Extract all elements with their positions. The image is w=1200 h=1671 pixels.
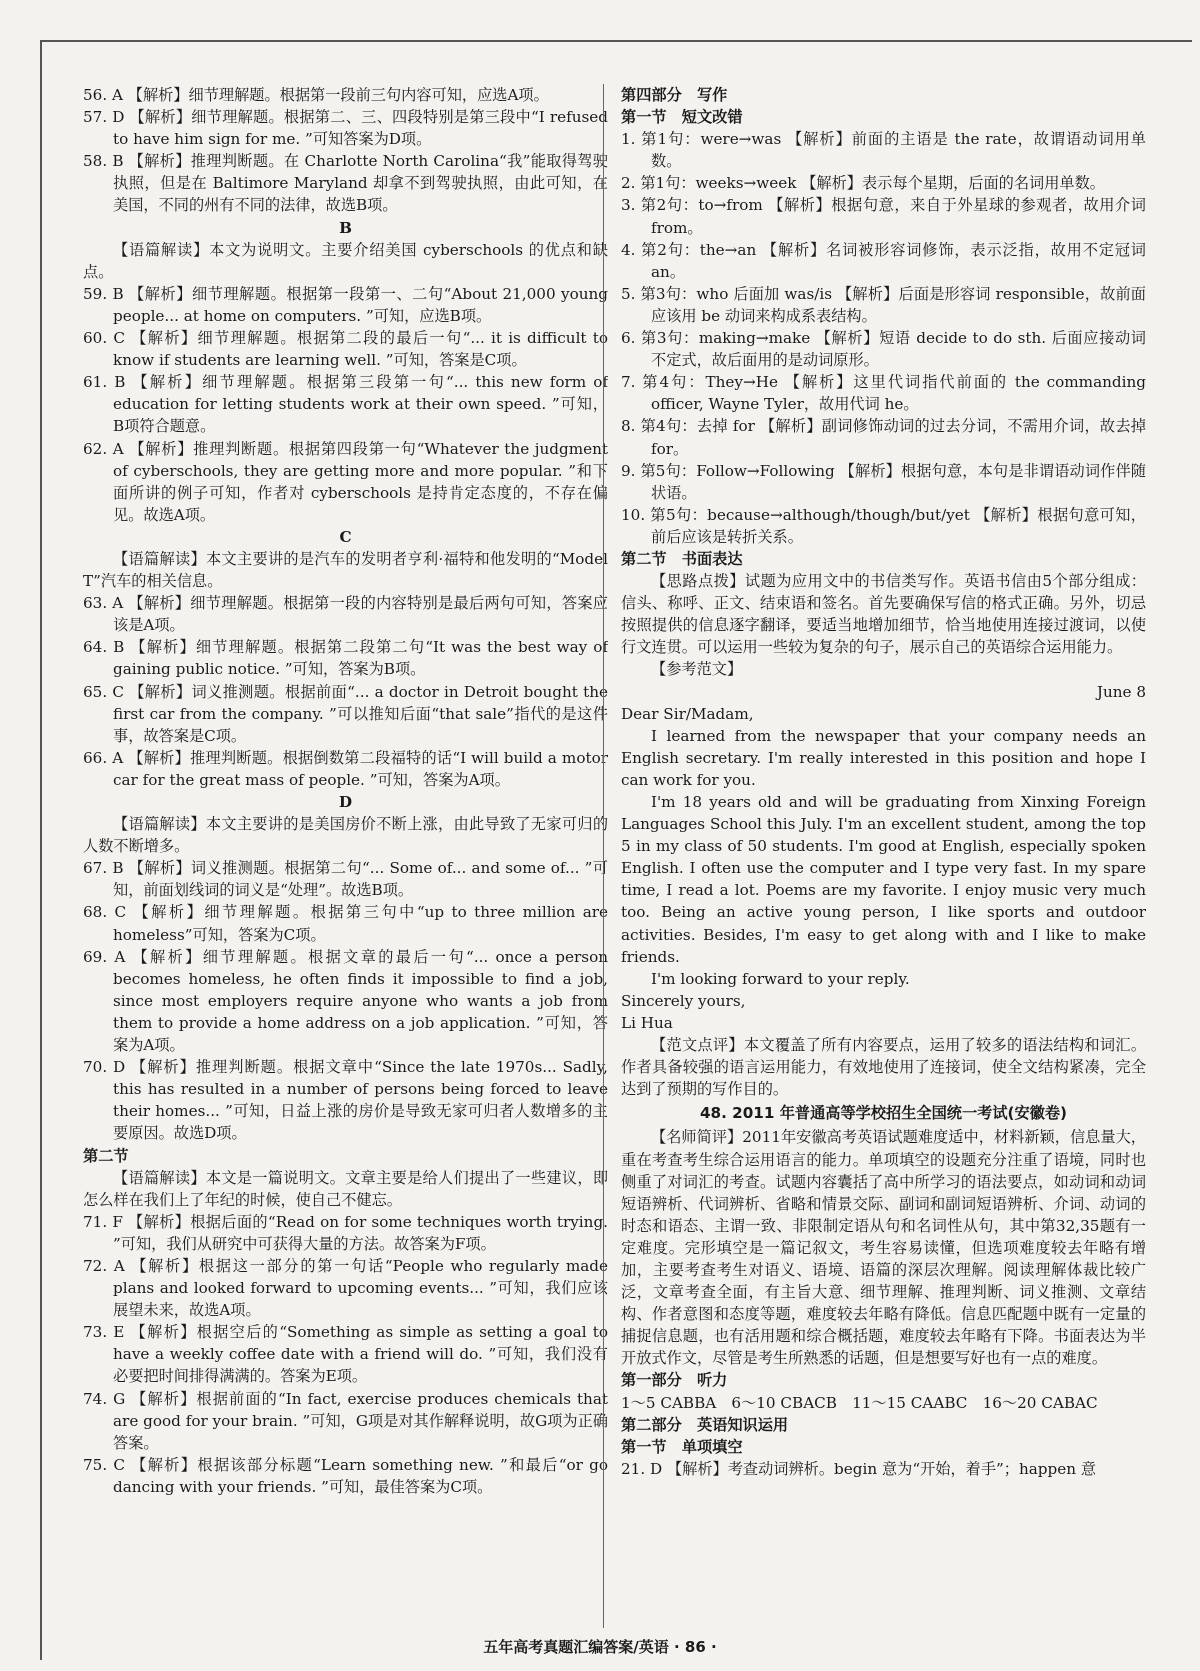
answer-item: 69. A 【解析】细节理解题。根据文章的最后一句“... once a person becomes homeless, he often finds it impossible to find a job, since most employers require anyone who wants a job from them to provide a home address on a job application. ”可知，答案为A项。 [83, 947, 608, 1055]
answer-item: 72. A 【解析】根据这一部分的第一句话“People who regularly made plans and looked forward to upcoming events... ”可知，我们应该展望未来，故选A项。 [83, 1256, 608, 1320]
section-heading: 第四部分 写作 [621, 86, 728, 104]
answer-item: 73. E 【解析】根据空后的“Something as simple as setting a goal to have a weekly coffee date with a friend will do. ”可知，我们没有必要把时间排得满满的。答案为E项。 [83, 1323, 608, 1386]
section-heading: 第一部分 听力 [621, 1371, 728, 1390]
text-line: Dear Sir/Madam, [621, 704, 754, 723]
answer-item: 74. G 【解析】根据前面的“In fact, exercise produces chemicals that are good for your brain. ”可知，G项是对其作解释说明，故G项为正确答案。 [83, 1389, 608, 1452]
text-line: 1～5 CABBA 6～10 CBACB 11～15 CAABC 16～20 CABAC [621, 1393, 1098, 1412]
answer-item: 6. 第3句：making→make 【解析】短语 decide to do sth. 后面应接动词不定式，故后面用的是动词原形。 [621, 329, 1146, 370]
section-heading: 第一节 短文改错 [621, 108, 743, 127]
answer-item: 21. D 【解析】考查动词辨析。begin 意为“开始，着手”；happen 意 [621, 1459, 1097, 1478]
paragraph: I'm looking forward to your reply. [651, 969, 910, 988]
answer-item: 10. 第5句：because→although/though/but/yet 【解析】根据句意可知，前后应该是转折关系。 [621, 505, 1146, 546]
text-line: Li Hua [621, 1013, 673, 1032]
answer-item: 60. C 【解析】细节理解题。根据第二段的最后一句“... it is difficult to know if students are learning well. ”可知，答案是C项。 [83, 329, 608, 370]
paragraph: 【名师简评】2011年安徽高考英语试题难度适中，材料新颖，信息量大，重在考查考生综合运用语言的能力。单项填空的设题充分注重了语境，同时也侧重了对词汇的考查。试题内容囊括了高中所学习的语法要点，如动词和动词短语辨析、代词辨析、省略和情景交际、副词和副词短语辨析、介词、动词的时态和语态、主谓一致、非限制定语从句和名词性从句，其中第32,35题有一定难度。完形填空是一篇记叙文，考生容易读懂，但选项难度较去年略有增加，主要考查考生对语义、语境、语篇的深层次理解。阅读理解体裁比较广泛，文章考查全面，有主旨大意、细节理解、推理判断、词义推测、文章结构、作者意图和态度等题，难度较去年略有降低。信息匹配题中既有一定量的捕捉信息题，也有活用题和综合概括题，难度较去年略有下降。书面表达为半开放式作文，尽管是考生所熟悉的话题，但是想要写好也有一点的难度。 [621, 1128, 1146, 1368]
paragraph: 【语篇解读】本文为说明文。主要介绍美国 cyberschools 的优点和缺点。 [83, 240, 608, 281]
text-line: Sincerely yours, [621, 991, 746, 1010]
section-heading: 第二节 书面表达 [621, 549, 743, 568]
passage-label: C [339, 527, 352, 546]
answer-item: 5. 第3句：who 后面加 was/is 【解析】后面是形容词 responsible，故前面应该用 be 动词来构成系表结构。 [621, 284, 1146, 325]
column-divider [603, 84, 604, 1628]
paragraph: 【语篇解读】本文主要讲的是美国房价不断上涨，由此导致了无家可归的人数不断增多。 [83, 815, 608, 856]
passage-label: B [339, 218, 352, 237]
answer-item: 70. D 【解析】推理判断题。根据文章中“Since the late 1970s... Sadly, this has resulted in a number of persons being forced to leave their homes... ”可知，日益上涨的房价是导致无家可归者人数增多的主要原因。故选D项。 [83, 1058, 608, 1143]
section-heading: 第二节 [83, 1146, 129, 1165]
answer-item: 62. A 【解析】推理判断题。根据第四段第一句“Whatever the judgment of cyberschools, they are getting more and more popular. ”和下面所讲的例子可知，作者对 cyberschools 是持肯定态度的，不存在偏见。故选A项。 [83, 439, 608, 524]
answer-item: 8. 第4句：去掉 for 【解析】副词修饰动词的过去分词，不需用介词，故去掉 for。 [621, 417, 1146, 458]
paragraph: I learned from the newspaper that your company needs an English secretary. I'm really interested in this position and hope I can work for you. [621, 726, 1146, 789]
paragraph: 【思路点拨】试题为应用文中的书信类写作。英语书信由5个部分组成：信头、称呼、正文、结束语和签名。首先要确保写信的格式正确。另外，切忌按照提供的信息逐字翻译，要适当地增加细节，恰当地使用连接过渡词，以使行文连贯。可以运用一些较为复杂的句子，展示自己的英语综合运用能力。 [621, 572, 1146, 657]
answer-item: 63. A 【解析】细节理解题。根据第一段的内容特别是最后两句可知，答案应该是A项。 [83, 594, 608, 635]
frame-top-border [40, 40, 1192, 42]
answer-item: 75. C 【解析】根据该部分标题“Learn something new. ”和最后“or go dancing with your friends. ”可知，最佳答案为C项。 [83, 1455, 608, 1496]
letter-date: June 8 [1096, 682, 1146, 701]
answer-item: 66. A 【解析】推理判断题。根据倒数第二段福特的话“I will build a motor car for the great mass of people. ”可知，答案为A项。 [83, 748, 608, 789]
paragraph: 【语篇解读】本文主要讲的是汽车的发明者亨利·福特和他发明的“Model T”汽车的相关信息。 [83, 549, 608, 591]
paragraph: 【范文点评】本文覆盖了所有内容要点，运用了较多的语法结构和词汇。作者具备较强的语言运用能力，有效地使用了连接词，使全文结构紧凑，完全达到了预期的写作目的。 [621, 1036, 1146, 1099]
sub-heading: 【参考范文】 [651, 660, 743, 679]
answer-item: 57. D 【解析】细节理解题。根据第二、三、四段特别是第三段中“I refused to have him sign for me. ”可知答案为D项。 [83, 108, 608, 149]
answer-item: 9. 第5句：Follow→Following 【解析】根据句意，本句是非谓语动词作伴随状语。 [621, 461, 1146, 502]
answer-item: 7. 第4句：They→He 【解析】这里代词指代前面的 the commanding officer, Wayne Tyler，故用代词 he。 [621, 373, 1146, 414]
answer-item: 2. 第1句：weeks→week 【解析】表示每个星期，后面的名词用单数。 [621, 174, 1105, 193]
answer-item: 4. 第2句：the→an 【解析】名词被形容词修饰，表示泛指，故用不定冠词 an。 [621, 240, 1146, 281]
answer-item: 56. A 【解析】细节理解题。根据第一段前三句内容可知，应选A项。 [83, 86, 549, 104]
answer-item: 3. 第2句：to→from 【解析】根据句意，来自于外星球的参观者，故用介词 from。 [621, 196, 1146, 237]
paragraph: I'm 18 years old and will be graduating from Xinxing Foreign Languages School this July. I'm an excellent student, among the top 5 in my class of 50 students. I'm good at English, especially spoken English. I often use the computer and I type very fast. In my spare time, I read a lot. Poems are my favorite. I enjoy music very much too. Being an active young person, I like sports and outdoor activities. Besides, I'm easy to get along with and I like to make friends. [621, 793, 1146, 966]
answer-item: 67. B 【解析】词义推测题。根据第二句“... Some of... and some of... ”可知，前面划线词的词义是“处理”。故选B项。 [83, 859, 608, 900]
answer-item: 65. C 【解析】词义推测题。根据前面“... a doctor in Detroit bought the first car from the company. ”可以推知后面“that sale”指代的是这件事，故答案是C项。 [83, 682, 608, 745]
paragraph: 【语篇解读】本文是一篇说明文。文章主要是给人们提出了一些建议，即怎么样在我们上了年纪的时候，使自己不健忘。 [83, 1168, 608, 1209]
exam-title: 48. 2011 年普通高等学校招生全国统一考试(安徽卷) [699, 1104, 1067, 1123]
frame-left-border [40, 40, 42, 1660]
answer-item: 68. C 【解析】细节理解题。根据第三句中“up to three million are homeless”可知，答案为C项。 [83, 903, 608, 944]
left-column [83, 84, 608, 1630]
passage-label: D [338, 793, 353, 811]
section-heading: 第一节 单项填空 [621, 1437, 743, 1456]
answer-item: 1. 第1句：were→was 【解析】前面的主语是 the rate，故谓语动词用单数。 [621, 130, 1146, 171]
answer-item: 64. B 【解析】细节理解题。根据第二段第二句“It was the best way of gaining public notice. ”可知，答案为B项。 [83, 638, 608, 679]
answer-item: 58. B 【解析】推理判断题。在 Charlotte North Carolina“我”能取得驾驶执照，但是在 Baltimore Maryland 却拿不到驾驶执照，由此可知，在美国，不同的州有不同的法律，故选B项。 [83, 152, 608, 215]
answer-item: 59. B 【解析】细节理解题。根据第一段第一、二句“About 21,000 young people... at home on computers. ”可知，应选B项。 [83, 284, 608, 325]
section-heading: 第二部分 英语知识运用 [621, 1415, 789, 1434]
answer-item: 61. B 【解析】细节理解题。根据第三段第一句“... this new form of education for letting students work at their own speed. ”可知，B项符合题意。 [83, 373, 608, 436]
right-column [621, 84, 1146, 1630]
answer-item: 71. F 【解析】根据后面的“Read on for some techniques worth trying. ”可知，我们从研究中可获得大量的方法。故答案为F项。 [83, 1212, 608, 1253]
page-footer: 五年高考真题汇编答案/英语 · 86 · [483, 1638, 717, 1656]
